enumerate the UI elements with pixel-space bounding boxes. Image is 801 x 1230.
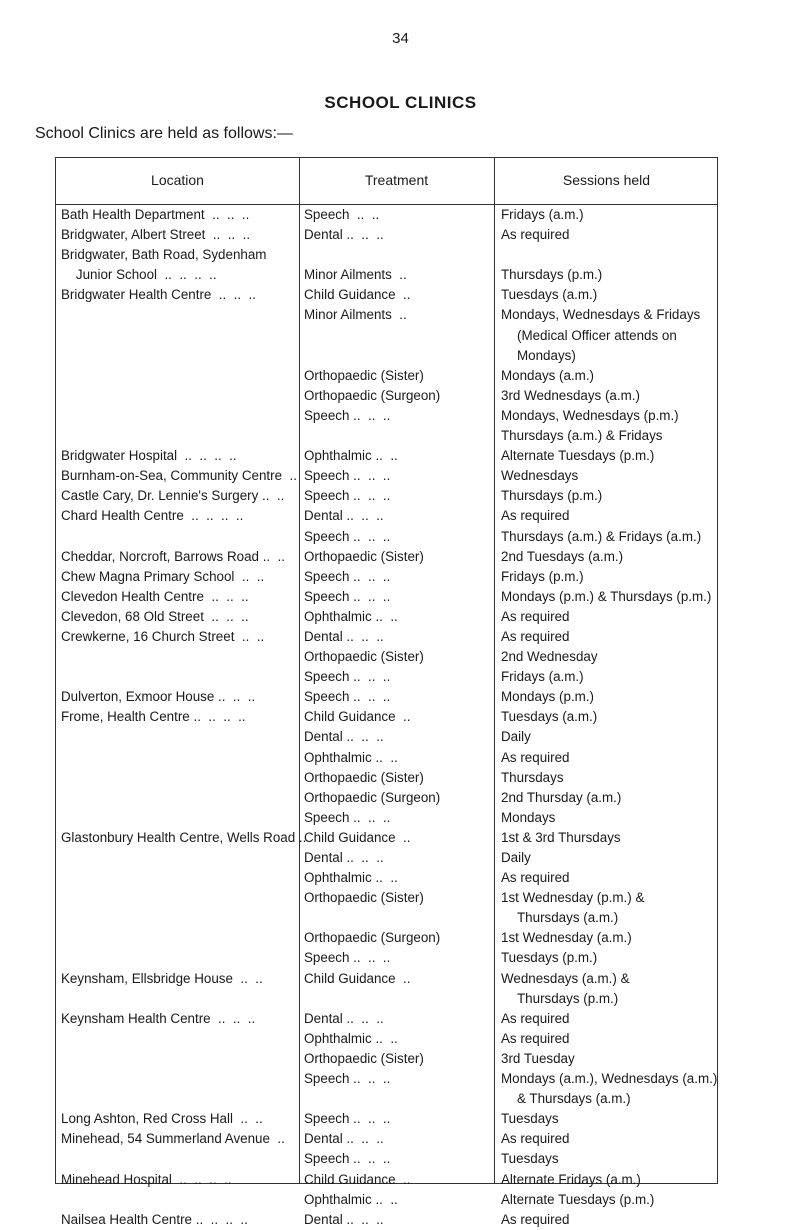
- header-treatment: Treatment: [364, 172, 429, 188]
- session-line: Mondays (p.m.): [501, 689, 595, 705]
- table-row: [56, 446, 717, 466]
- table-row: [56, 667, 717, 687]
- cell-sessions: [501, 748, 719, 768]
- table-row: [56, 788, 717, 808]
- cell-sessions: [501, 647, 719, 667]
- cell-sessions: [501, 527, 719, 547]
- session-line: Fridays (a.m.): [501, 669, 584, 685]
- session-line: Tuesdays (a.m.): [501, 709, 598, 725]
- cell-treatment: Speech .. .. ..: [304, 468, 391, 484]
- cell-sessions: [501, 1029, 719, 1049]
- cell-sessions: [501, 386, 719, 406]
- cell-sessions: [501, 466, 719, 486]
- session-line: Mondays: [501, 809, 556, 825]
- cell-sessions: [501, 707, 719, 727]
- session-line: 1st Wednesday (a.m.): [501, 930, 632, 946]
- intro-text: School Clinics are held as follows:—: [35, 125, 293, 142]
- session-line: Wednesdays: [501, 468, 579, 484]
- cell-treatment: Child Guidance ..: [304, 970, 411, 986]
- cell-treatment: Dental .. .. ..: [304, 628, 384, 644]
- cell-sessions: [501, 928, 719, 948]
- cell-treatment: Dental .. .. ..: [304, 1131, 384, 1147]
- table-row: [56, 486, 717, 506]
- session-line: Daily: [501, 850, 531, 866]
- session-line: Wednesdays (a.m.) &: [501, 970, 630, 986]
- cell-location: Junior School .. .. .. ..: [61, 267, 217, 283]
- cell-location: Bridgwater, Bath Road, Sydenham: [61, 247, 267, 263]
- cell-treatment: Speech .. ..: [304, 207, 380, 222]
- cell-sessions: [501, 788, 719, 808]
- session-line: Mondays): [517, 347, 576, 363]
- page-title: SCHOOL CLINICS: [324, 93, 477, 112]
- cell-sessions: [501, 828, 719, 848]
- cell-treatment: Speech .. .. ..: [304, 950, 391, 966]
- session-line: Tuesdays: [501, 1151, 559, 1167]
- table-row: [56, 707, 717, 727]
- session-line: Tuesdays (a.m.): [501, 287, 598, 303]
- cell-location: Clevedon Health Centre .. .. ..: [61, 588, 249, 604]
- table-row: [56, 567, 717, 587]
- cell-sessions: [501, 1069, 719, 1109]
- table-row: [56, 828, 717, 848]
- table-row: [56, 1029, 717, 1049]
- cell-treatment: Ophthalmic .. ..: [304, 870, 398, 886]
- table-row: [56, 265, 717, 285]
- session-line: As required: [501, 1131, 570, 1147]
- cell-location: Cheddar, Norcroft, Barrows Road .. ..: [61, 548, 286, 564]
- cell-treatment: Speech .. .. ..: [304, 568, 391, 584]
- cell-treatment: Orthopaedic (Surgeon): [304, 387, 441, 403]
- cell-treatment: Minor Ailments ..: [304, 307, 407, 323]
- table-row: [56, 808, 717, 828]
- cell-treatment: Dental .. .. ..: [304, 850, 384, 866]
- cell-sessions: [501, 1149, 719, 1169]
- session-line: 1st Wednesday (p.m.) &: [501, 890, 645, 906]
- cell-location: Chew Magna Primary School .. ..: [61, 568, 265, 584]
- cell-sessions: [501, 567, 719, 587]
- session-line: Thursdays (p.m.): [501, 267, 603, 283]
- cell-treatment: Orthopaedic (Sister): [304, 367, 424, 383]
- cell-sessions: [501, 687, 719, 707]
- table-row: [56, 225, 717, 245]
- session-line: Alternate Tuesdays (p.m.): [501, 1191, 655, 1207]
- cell-sessions: [501, 547, 719, 567]
- table-row: [56, 1149, 717, 1169]
- session-line: 2nd Tuesdays (a.m.): [501, 548, 624, 564]
- cell-treatment: Orthopaedic (Surgeon): [304, 789, 441, 805]
- cell-treatment: Child Guidance ..: [304, 287, 411, 303]
- cell-treatment: Speech .. .. ..: [304, 669, 391, 685]
- cell-sessions: [501, 727, 719, 747]
- cell-location: Bath Health Department .. .. ..: [61, 207, 250, 222]
- cell-sessions: [501, 667, 719, 687]
- table-row: [56, 727, 717, 747]
- session-line: & Thursdays (a.m.): [517, 1091, 631, 1107]
- session-line: Daily: [501, 729, 531, 745]
- header-sessions: Sessions held: [562, 172, 651, 188]
- cell-location: Bridgwater, Albert Street .. .. ..: [61, 227, 251, 243]
- cell-location: Nailsea Health Centre .. .. .. ..: [61, 1211, 248, 1227]
- cell-location: Clevedon, 68 Old Street .. .. ..: [61, 608, 249, 624]
- table-row: [56, 687, 717, 707]
- cell-treatment: Child Guidance ..: [304, 829, 411, 845]
- cell-treatment: Child Guidance ..: [304, 709, 411, 725]
- table-row: [56, 848, 717, 868]
- cell-sessions: [501, 587, 719, 607]
- cell-sessions: [501, 225, 719, 245]
- cell-treatment: Child Guidance ..: [304, 1171, 411, 1187]
- clinics-table: [55, 157, 718, 1227]
- cell-treatment: Dental .. .. ..: [304, 508, 384, 524]
- table-row: [56, 1069, 717, 1109]
- session-line: (Medical Officer attends on: [517, 327, 677, 343]
- table-row: [56, 305, 717, 365]
- cell-sessions: [501, 888, 719, 928]
- session-line: Thursdays: [501, 769, 564, 785]
- session-line: As required: [501, 1010, 570, 1026]
- cell-treatment: Orthopaedic (Sister): [304, 649, 424, 665]
- session-line: 2nd Wednesday: [501, 649, 598, 665]
- session-line: 2nd Thursday (a.m.): [501, 789, 622, 805]
- cell-treatment: Speech .. .. ..: [304, 1151, 391, 1167]
- table-row: [56, 587, 717, 607]
- cell-location: Long Ashton, Red Cross Hall .. ..: [61, 1111, 263, 1127]
- session-line: As required: [501, 608, 570, 624]
- table-row: [56, 1190, 717, 1210]
- cell-treatment: Ophthalmic .. ..: [304, 1030, 398, 1046]
- cell-treatment: Speech .. .. ..: [304, 528, 391, 544]
- session-line: 3rd Wednesdays (a.m.): [501, 387, 640, 403]
- session-line: Mondays, Wednesdays (p.m.): [501, 407, 679, 423]
- session-line: Mondays (p.m.) & Thursdays (p.m.): [501, 588, 712, 604]
- cell-sessions: [501, 768, 719, 788]
- cell-sessions: [501, 1190, 719, 1210]
- session-line: Fridays (a.m.): [501, 207, 584, 222]
- table-row: [56, 527, 717, 547]
- cell-location: Burnham-on-Sea, Community Centre ..: [61, 468, 297, 484]
- cell-location: Dulverton, Exmoor House .. .. ..: [61, 689, 256, 705]
- cell-sessions: [501, 848, 719, 868]
- session-line: As required: [501, 870, 570, 886]
- session-line: As required: [501, 1211, 570, 1227]
- session-line: Mondays (a.m.): [501, 367, 595, 383]
- table-row: [56, 948, 717, 968]
- cell-sessions: [501, 607, 719, 627]
- cell-treatment: Ophthalmic .. ..: [304, 1191, 398, 1207]
- cell-treatment: Dental .. .. ..: [304, 729, 384, 745]
- table-row: [56, 928, 717, 948]
- cell-treatment: Speech .. .. ..: [304, 488, 391, 504]
- table-row: [56, 366, 717, 386]
- session-line: Alternate Fridays (a.m.): [501, 1171, 641, 1187]
- cell-sessions: [501, 1129, 719, 1149]
- table-header-row: [56, 158, 717, 205]
- cell-treatment: Ophthalmic .. ..: [304, 608, 398, 624]
- cell-sessions: [501, 506, 719, 526]
- cell-sessions: [501, 868, 719, 888]
- cell-sessions: [501, 446, 719, 466]
- cell-sessions: [501, 1109, 719, 1129]
- cell-location: Keynsham, Ellsbridge House .. ..: [61, 970, 263, 986]
- cell-treatment: Speech .. .. ..: [304, 588, 391, 604]
- cell-treatment: Dental .. .. ..: [304, 1211, 384, 1227]
- table-row: [56, 506, 717, 526]
- table-row: [56, 627, 717, 647]
- cell-treatment: Dental .. .. ..: [304, 1010, 384, 1026]
- cell-sessions: [501, 969, 719, 1009]
- table-row: [56, 205, 717, 225]
- cell-sessions: [501, 1170, 719, 1190]
- table-row: [56, 969, 717, 1009]
- session-line: As required: [501, 227, 570, 243]
- session-line: 1st & 3rd Thursdays: [501, 829, 621, 845]
- table-row: [56, 868, 717, 888]
- cell-treatment: Minor Ailments ..: [304, 267, 407, 283]
- cell-location: Frome, Health Centre .. .. .. ..: [61, 709, 246, 725]
- cell-treatment: Ophthalmic .. ..: [304, 749, 398, 765]
- session-line: Mondays, Wednesdays & Fridays: [501, 307, 701, 323]
- session-line: Thursdays (p.m.): [501, 488, 603, 504]
- cell-treatment: Orthopaedic (Surgeon): [304, 930, 441, 946]
- cell-sessions: [501, 1049, 719, 1069]
- cell-treatment: Ophthalmic .. ..: [304, 448, 398, 464]
- table-row: [56, 1129, 717, 1149]
- cell-location: Chard Health Centre .. .. .. ..: [61, 508, 244, 524]
- cell-sessions: [501, 808, 719, 828]
- session-line: Thursdays (a.m.) & Fridays (a.m.): [501, 528, 702, 544]
- table-row: [56, 647, 717, 667]
- table-row: [56, 285, 717, 305]
- table-row: [56, 607, 717, 627]
- cell-location: Bridgwater Hospital .. .. .. ..: [61, 448, 237, 464]
- table-row: [56, 1170, 717, 1190]
- table-row: [56, 386, 717, 406]
- session-line: Alternate Tuesdays (p.m.): [501, 448, 655, 464]
- session-line: Thursdays (a.m.) & Fridays: [501, 428, 663, 444]
- session-line: Fridays (p.m.): [501, 568, 584, 584]
- session-line: As required: [501, 628, 570, 644]
- table-row: [56, 748, 717, 768]
- cell-sessions: [501, 205, 719, 225]
- cell-treatment: Orthopaedic (Sister): [304, 890, 424, 906]
- cell-sessions: [501, 305, 719, 365]
- session-line: As required: [501, 1030, 570, 1046]
- cell-treatment: Orthopaedic (Sister): [304, 1050, 424, 1066]
- table-row: [56, 768, 717, 788]
- cell-treatment: Speech .. .. ..: [304, 407, 391, 423]
- cell-treatment: Orthopaedic (Sister): [304, 769, 424, 785]
- cell-sessions: [501, 265, 719, 285]
- table-row: [56, 1009, 717, 1029]
- cell-location: Minehead Hospital .. .. .. ..: [61, 1171, 232, 1187]
- cell-location: Castle Cary, Dr. Lennie's Surgery .. ..: [61, 488, 285, 504]
- cell-treatment: Speech .. .. ..: [304, 689, 391, 705]
- session-line: Tuesdays: [501, 1111, 559, 1127]
- session-line: Thursdays (a.m.): [517, 910, 619, 926]
- cell-location: Bridgwater Health Centre .. .. ..: [61, 287, 256, 303]
- session-line: 3rd Tuesday: [501, 1050, 575, 1066]
- cell-treatment: Dental .. .. ..: [304, 227, 384, 243]
- cell-sessions: [501, 627, 719, 647]
- table-row: [56, 888, 717, 928]
- cell-sessions: [501, 406, 719, 446]
- cell-location: Keynsham Health Centre .. .. ..: [61, 1010, 256, 1026]
- session-line: Mondays (a.m.), Wednesdays (a.m.): [501, 1071, 718, 1087]
- cell-sessions: [501, 285, 719, 305]
- cell-sessions: [501, 1009, 719, 1029]
- table-row: [56, 547, 717, 567]
- cell-location: Crewkerne, 16 Church Street .. ..: [61, 628, 265, 644]
- table-row: [56, 1109, 717, 1129]
- table-row: [56, 406, 717, 446]
- table-body: [56, 205, 717, 1230]
- table-row: [56, 1049, 717, 1069]
- table-row: [56, 245, 717, 265]
- session-line: As required: [501, 749, 570, 765]
- session-line: Tuesdays (p.m.): [501, 950, 598, 966]
- cell-location: Minehead, 54 Summerland Avenue ..: [61, 1131, 285, 1147]
- page-number: 34: [392, 30, 409, 47]
- cell-treatment: Speech .. .. ..: [304, 1071, 391, 1087]
- cell-sessions: [501, 486, 719, 506]
- cell-sessions: [501, 1210, 719, 1230]
- cell-location: Glastonbury Health Centre, Wells Road ..: [61, 829, 307, 845]
- cell-sessions: [501, 366, 719, 386]
- header-location: Location: [151, 172, 204, 188]
- cell-sessions: [501, 948, 719, 968]
- cell-treatment: Speech .. .. ..: [304, 1111, 391, 1127]
- table-row: [56, 466, 717, 486]
- cell-treatment: Speech .. .. ..: [304, 809, 391, 825]
- cell-treatment: Orthopaedic (Sister): [304, 548, 424, 564]
- session-line: As required: [501, 508, 570, 524]
- table-row: [56, 1210, 717, 1230]
- session-line: Thursdays (p.m.): [517, 990, 619, 1006]
